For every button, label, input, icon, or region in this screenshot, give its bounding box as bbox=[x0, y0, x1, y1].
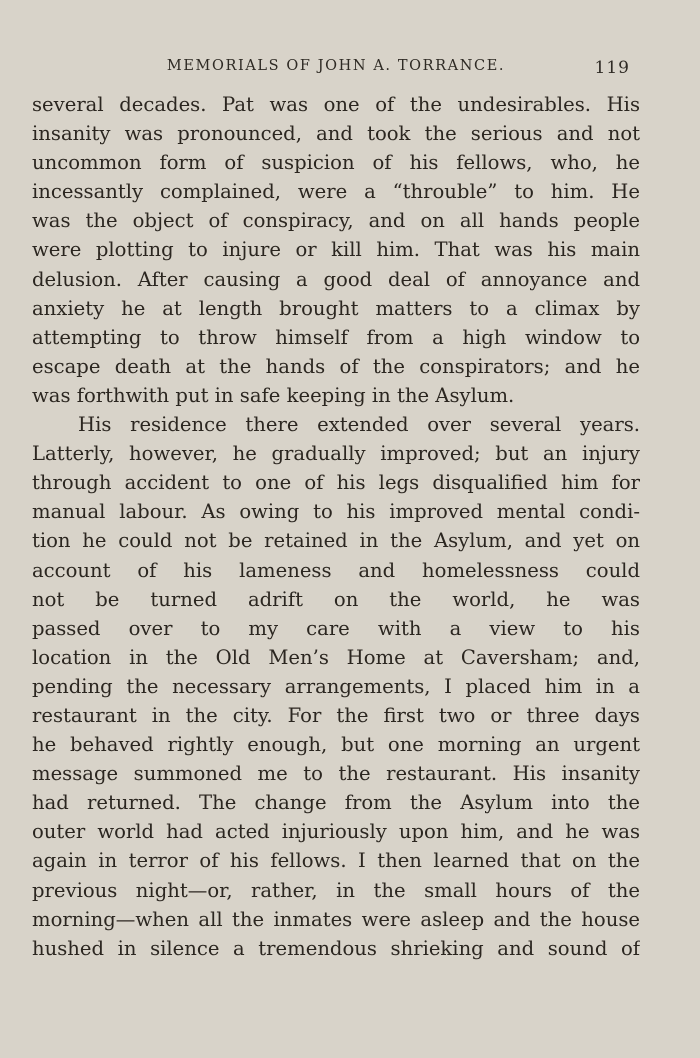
body-text bbox=[32, 90, 640, 963]
text-line: tion he could not be retained in the Asylum, and yet on bbox=[32, 529, 640, 553]
text-line: through accident to one of his legs disqualified him for bbox=[32, 471, 640, 495]
text-line: account of his lameness and homelessness could bbox=[32, 558, 640, 582]
text-line: escape death at the hands of the conspirators; and he bbox=[32, 354, 640, 378]
paragraph-end-line: was forthwith put in safe keeping in the Asylum. bbox=[32, 383, 515, 407]
text-line: morning—when all the inmates were asleep and the house bbox=[32, 907, 640, 931]
text-line: location in the Old Men’s Home at Caversham; and, bbox=[32, 645, 640, 669]
text-line: passed over to my care with a view to his bbox=[32, 616, 640, 640]
paragraph-start-line: His residence there extended over several years. bbox=[78, 413, 640, 437]
text-line: Latterly, however, he gradually improved; but an injury bbox=[32, 442, 640, 466]
running-title: MEMORIALS OF JOHN A. TORRANCE. bbox=[166, 58, 506, 74]
text-line: previous night—or, rather, in the small hours of the bbox=[32, 878, 640, 902]
text-line: were plotting to injure or kill him. That was his main bbox=[32, 238, 640, 262]
text-line: several decades. Pat was one of the undesirables. His bbox=[32, 93, 640, 116]
text-line: incessantly complained, were a “throuble” to him. He bbox=[32, 180, 640, 204]
text-line: pending the necessary arrangements, I placed him in a bbox=[32, 674, 640, 698]
text-line: attempting to throw himself from a high window to bbox=[32, 325, 640, 349]
running-head bbox=[32, 56, 640, 80]
text-line: anxiety he at length brought matters to a climax by bbox=[32, 296, 640, 320]
text-line: hushed in silence a tremendous shrieking and sound of bbox=[32, 936, 640, 960]
text-line: not be turned adrift on the world, he was bbox=[32, 587, 640, 611]
text-line: again in terror of his fellows. I then learned that on the bbox=[32, 849, 640, 873]
text-line: insanity was pronounced, and took the serious and not bbox=[32, 122, 640, 146]
text-line: had returned. The change from the Asylum into the bbox=[32, 791, 640, 815]
text-line: was the object of conspiracy, and on all hands people bbox=[32, 209, 640, 233]
text-line: manual labour. As owing to his improved mental condi- bbox=[32, 500, 640, 524]
text-line: he behaved rightly enough, but one morning an urgent bbox=[32, 733, 640, 757]
text-line: outer world had acted injuriously upon him, and he was bbox=[32, 820, 640, 844]
text-line: delusion. After causing a good deal of annoyance and bbox=[32, 267, 640, 291]
page-number: 119 bbox=[594, 58, 630, 78]
text-line: message summoned me to the restaurant. His insanity bbox=[32, 762, 640, 786]
text-line: restaurant in the city. For the first two or three days bbox=[32, 703, 640, 727]
text-line: uncommon form of suspicion of his fellows, who, he bbox=[32, 151, 640, 175]
